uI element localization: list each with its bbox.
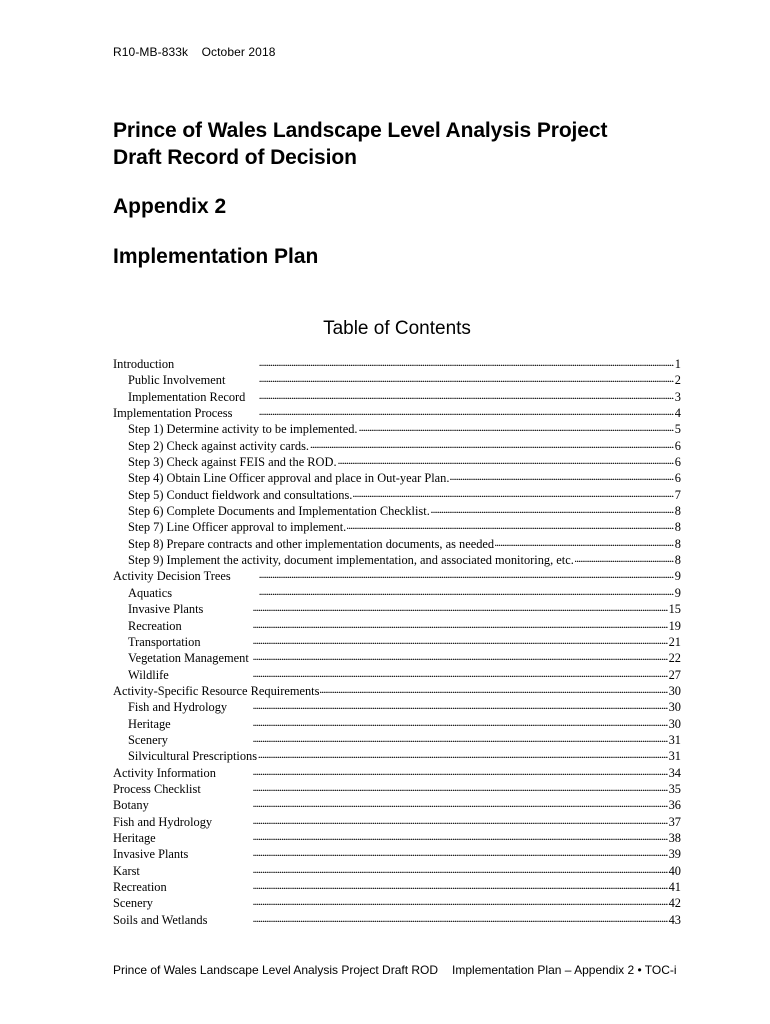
toc-entry[interactable] (113, 487, 681, 503)
toc-entry-page-number: 15 (668, 602, 681, 617)
toc-entry-page-number: 42 (668, 896, 681, 911)
toc-entry-page-number: 31 (668, 749, 681, 764)
toc-entry-page-number: 6 (674, 455, 681, 470)
toc-entry-label: Process Checklist (113, 781, 201, 796)
toc-entry-label: Step 6) Complete Documents and Implementation Checklist. (128, 504, 430, 519)
toc-entry-label: Heritage (113, 830, 156, 845)
toc-entry[interactable] (113, 699, 681, 715)
toc-entry[interactable] (113, 748, 681, 764)
toc-entry-label: Step 3) Check against FEIS and the ROD. (128, 455, 337, 470)
toc-entry-label: Step 5) Conduct fieldwork and consultations. (128, 487, 353, 502)
toc-dot-leader (169, 732, 668, 744)
toc-entry-page-number: 19 (668, 618, 681, 633)
toc-dot-leader (495, 536, 674, 548)
toc-entry-label: Vegetation Management (128, 651, 249, 666)
toc-entry-page-number: 9 (674, 585, 681, 600)
toc-entry-label: Introduction (113, 357, 175, 371)
toc-entry-label: Step 7) Line Officer approval to implement. (128, 520, 347, 535)
toc-entry[interactable] (113, 536, 681, 552)
toc-entry-page-number: 4 (674, 406, 681, 421)
toc-entry-page-number: 35 (668, 781, 681, 796)
toc-entry-label: Wildlife (128, 667, 169, 682)
toc-entry-page-number: 8 (674, 504, 681, 519)
document-title (113, 117, 607, 171)
toc-entry[interactable] (113, 389, 681, 405)
toc-entry-label: Step 4) Obtain Line Officer approval and place in Out-year Plan. (128, 471, 450, 486)
toc-entry[interactable] (113, 667, 681, 683)
toc-entry[interactable] (113, 781, 681, 797)
document-title-line-2: Draft Record of Decision (113, 146, 357, 169)
toc-entry-page-number: 9 (674, 569, 681, 584)
toc-entry[interactable] (113, 519, 681, 535)
toc-entry-label: Activity Information (113, 765, 216, 780)
toc-dot-leader (431, 503, 674, 515)
toc-dot-leader (359, 421, 674, 433)
toc-entry-page-number: 6 (674, 438, 681, 453)
toc-dot-leader (310, 438, 674, 450)
toc-entry-label: Invasive Plants (113, 847, 189, 862)
toc-entry-page-number: 40 (668, 863, 681, 878)
toc-entry[interactable] (113, 716, 681, 732)
toc-entry[interactable] (113, 634, 681, 650)
toc-entry-page-number: 30 (668, 700, 681, 715)
toc-dot-leader (208, 912, 667, 924)
toc-entry-label: Implementation Record (128, 389, 246, 404)
document-id-line (113, 45, 276, 59)
toc-dot-leader (450, 470, 673, 482)
toc-entry-page-number: 6 (674, 471, 681, 486)
toc-entry-page-number: 8 (674, 553, 681, 568)
toc-dot-leader (213, 814, 667, 826)
toc-dot-leader (258, 748, 668, 760)
toc-entry[interactable] (113, 421, 681, 437)
toc-entry-page-number: 41 (668, 880, 681, 894)
toc-entry-page-number: 8 (674, 536, 681, 551)
toc-entry-page-number: 7 (674, 487, 681, 502)
toc-entry-page-number: 36 (668, 798, 681, 813)
document-title-line-1: Prince of Wales Landscape Level Analysis Project (113, 119, 608, 142)
toc-dot-leader (204, 601, 667, 613)
table-of-contents (113, 356, 681, 928)
toc-dot-leader (233, 405, 673, 417)
toc-entry-label: Invasive Plants (128, 602, 204, 617)
toc-entry[interactable] (113, 895, 681, 911)
document-date: October 2018 (201, 45, 276, 59)
toc-entry-page-number: 31 (668, 732, 681, 747)
toc-entry[interactable] (113, 405, 681, 421)
toc-entry[interactable] (113, 863, 681, 879)
toc-entry-label: Activity Decision Trees (113, 569, 231, 584)
toc-entry-page-number: 2 (674, 373, 681, 388)
toc-entry-label: Scenery (113, 896, 153, 911)
footer-left-text: Prince of Wales Landscape Level Analysis Project Draft ROD (113, 963, 439, 977)
toc-entry[interactable] (113, 912, 681, 928)
toc-entry-page-number: 43 (668, 912, 681, 927)
toc-entry-page-number: 3 (674, 389, 681, 404)
plan-heading: Implementation Plan (113, 245, 319, 268)
toc-entry-page-number: 30 (668, 716, 681, 731)
toc-entry[interactable] (113, 830, 681, 846)
toc-entry[interactable] (113, 797, 681, 813)
toc-entry-label: Botany (113, 798, 149, 813)
toc-entry[interactable] (113, 765, 681, 781)
toc-entry-label: Step 8) Prepare contracts and other implementation documents, as needed (128, 536, 495, 551)
toc-entry-label: Public Involvement (128, 373, 226, 388)
toc-entry[interactable] (113, 814, 681, 830)
toc-dot-leader (338, 454, 674, 466)
toc-entry-label: Fish and Hydrology (113, 814, 213, 829)
document-number: R10-MB-833k (113, 45, 189, 59)
toc-entry-label: Karst (113, 863, 140, 878)
toc-entry[interactable] (113, 454, 681, 470)
toc-entry[interactable] (113, 683, 681, 699)
toc-entry-page-number: 5 (674, 422, 681, 437)
toc-dot-leader (246, 389, 673, 401)
toc-entry-label: Silvicultural Prescriptions (128, 749, 258, 764)
toc-entry-page-number: 34 (668, 765, 681, 780)
toc-dot-leader (170, 667, 668, 679)
toc-entry-page-number: 39 (668, 847, 681, 862)
toc-dot-leader (154, 895, 668, 907)
toc-dot-leader (141, 863, 668, 875)
page-footer (113, 963, 677, 977)
toc-dot-leader (226, 372, 673, 384)
toc-entry[interactable] (113, 372, 681, 388)
toc-entry-label: Aquatics (128, 585, 173, 600)
toc-entry[interactable] (113, 552, 681, 568)
footer-right-text: Implementation Plan – Appendix 2 • TOC-i (452, 963, 677, 977)
toc-entry-label: Heritage (128, 716, 171, 731)
toc-entry[interactable] (113, 356, 681, 372)
toc-entry-label: Recreation (113, 880, 167, 894)
toc-dot-leader (320, 683, 667, 695)
toc-entry-label: Transportation (128, 634, 201, 649)
toc-entry[interactable] (113, 585, 681, 601)
toc-entry-label: Soils and Wetlands (113, 912, 208, 927)
toc-entry-label: Fish and Hydrology (128, 700, 228, 715)
toc-entry-label: Scenery (128, 732, 168, 747)
toc-entry[interactable] (113, 846, 681, 862)
toc-entry-label: Recreation (128, 618, 182, 633)
toc-dot-leader (189, 846, 667, 858)
toc-dot-leader (228, 699, 667, 711)
toc-entry[interactable] (113, 503, 681, 519)
toc-dot-leader (173, 585, 674, 597)
toc-entry[interactable] (113, 618, 681, 634)
toc-dot-leader (217, 765, 668, 777)
toc-dot-leader (353, 487, 673, 499)
toc-dot-leader (168, 879, 668, 891)
toc-entry-label: Implementation Process (113, 406, 233, 421)
toc-entry-page-number: 30 (668, 683, 681, 698)
toc-entry-page-number: 37 (668, 814, 681, 829)
toc-dot-leader (250, 650, 668, 662)
toc-entry-page-number: 27 (668, 667, 681, 682)
toc-entry[interactable] (113, 732, 681, 748)
toc-entry-page-number: 22 (668, 651, 681, 666)
toc-entry[interactable] (113, 650, 681, 666)
toc-entry-label: Step 1) Determine activity to be implemented. (128, 422, 358, 437)
toc-entry[interactable] (113, 438, 681, 454)
toc-dot-leader (172, 716, 668, 728)
toc-entry[interactable] (113, 470, 681, 486)
toc-dot-leader (157, 830, 668, 842)
toc-dot-leader (150, 797, 668, 809)
toc-dot-leader (202, 781, 668, 793)
toc-dot-leader (232, 568, 674, 580)
toc-entry-page-number: 1 (674, 357, 681, 371)
toc-dot-leader (347, 519, 674, 531)
toc-dot-leader (202, 634, 668, 646)
toc-dot-leader (183, 618, 668, 630)
toc-entry-page-number: 38 (668, 830, 681, 845)
toc-entry[interactable] (113, 568, 681, 584)
toc-entry[interactable] (113, 601, 681, 617)
toc-entry-page-number: 21 (668, 634, 681, 649)
toc-entry-label: Step 2) Check against activity cards. (128, 438, 309, 453)
toc-entry[interactable] (113, 879, 681, 895)
toc-dot-leader (175, 356, 674, 368)
toc-entry-label: Step 9) Implement the activity, document implementation, and associated monitoring, etc. (128, 553, 574, 568)
toc-dot-leader (575, 552, 674, 564)
appendix-heading: Appendix 2 (113, 195, 227, 218)
toc-entry-page-number: 8 (674, 520, 681, 535)
toc-heading: Table of Contents (323, 318, 471, 339)
toc-entry-label: Activity-Specific Resource Requirements (113, 683, 320, 698)
